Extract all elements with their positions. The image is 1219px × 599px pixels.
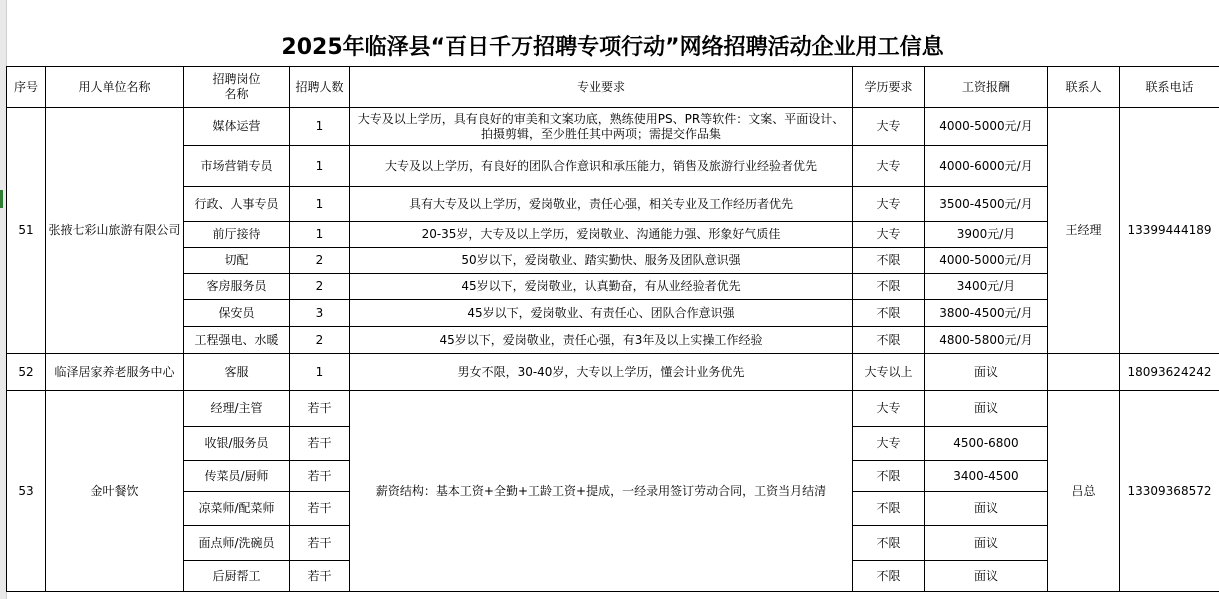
cell-count[interactable]: 若干 [290,526,350,561]
cell-count[interactable]: 2 [290,327,350,354]
cell-salary[interactable]: 3400元/月 [925,274,1048,300]
cell-salary[interactable]: 4000-5000元/月 [925,248,1048,274]
cell-salary[interactable]: 4800-5800元/月 [925,327,1048,354]
cell-company[interactable]: 张掖七彩山旅游有限公司 [46,108,184,354]
cell-contact[interactable] [1048,354,1120,391]
table-row [7,146,1219,187]
cell-requirement[interactable]: 男女不限，30-40岁，大专以上学历，懂会计业务优先 [350,354,853,391]
cell-count[interactable]: 1 [290,108,350,146]
header-position[interactable]: 招聘岗位 名称 [184,67,290,108]
header-education[interactable]: 学历要求 [853,67,925,108]
header-phone[interactable]: 联系电话 [1120,67,1219,108]
table-row [7,222,1219,248]
cell-position[interactable]: 工程强电、水暖 [184,327,290,354]
header-requirement[interactable]: 专业要求 [350,67,853,108]
table-row [7,354,1219,391]
cell-company[interactable]: 临泽居家养老服务中心 [46,354,184,391]
cell-position[interactable]: 客服 [184,354,290,391]
cell-position[interactable]: 后厨帮工 [184,561,290,592]
cell-requirement[interactable]: 大专及以上学历，具有良好的审美和文案功底，熟练使用PS、PR等软件：文案、平面设计、拍摄剪辑，至少胜任其中两项；需提交作品集 [350,108,853,146]
table-row [7,274,1219,300]
cell-requirement[interactable]: 薪资结构：基本工资+全勤+工龄工资+提成，一经录用签订劳动合同，工资当月结清 [350,391,853,592]
cell-count[interactable]: 2 [290,274,350,300]
header-count[interactable]: 招聘人数 [290,67,350,108]
table-row [7,327,1219,354]
cell-seq[interactable]: 51 [7,108,46,354]
cell-position[interactable]: 保安员 [184,300,290,327]
table-row [7,187,1219,222]
cell-salary[interactable]: 面议 [925,492,1048,526]
cell-count[interactable]: 1 [290,187,350,222]
cell-phone[interactable]: 13399444189 [1120,108,1219,354]
cell-education[interactable]: 大专 [853,391,925,427]
cell-seq[interactable]: 52 [7,354,46,391]
header-row [7,67,1219,108]
cell-position[interactable]: 市场营销专员 [184,146,290,187]
cell-salary[interactable]: 面议 [925,391,1048,427]
cell-education[interactable]: 不限 [853,461,925,492]
cell-position[interactable]: 面点师/洗碗员 [184,526,290,561]
cell-education[interactable]: 不限 [853,526,925,561]
job-table [6,66,1219,592]
sheet-title: 2025年临泽县“百日千万招聘专项行动”网络招聘活动企业用工信息 [281,35,944,60]
cell-phone[interactable]: 13309368572 [1120,391,1219,592]
cell-salary[interactable]: 3800-4500元/月 [925,300,1048,327]
cell-education[interactable]: 大专 [853,108,925,146]
cell-salary[interactable]: 3500-4500元/月 [925,187,1048,222]
row-selection-marker [0,190,3,208]
cell-count[interactable]: 1 [290,222,350,248]
header-seq[interactable]: 序号 [7,67,46,108]
cell-salary[interactable]: 3400-4500 [925,461,1048,492]
cell-education[interactable]: 不限 [853,492,925,526]
table-body [7,108,1219,592]
cell-education[interactable]: 不限 [853,327,925,354]
cell-count[interactable]: 1 [290,354,350,391]
cell-contact[interactable]: 王经理 [1048,108,1120,354]
cell-education[interactable]: 不限 [853,561,925,592]
table-row [7,300,1219,327]
table-row [7,391,1219,427]
cell-salary[interactable]: 3900元/月 [925,222,1048,248]
cell-education[interactable]: 大专 [853,146,925,187]
cell-seq[interactable]: 53 [7,391,46,592]
cell-requirement[interactable]: 45岁以下，爱岗敬业，责任心强，有3年及以上实操工作经验 [350,327,853,354]
cell-requirement[interactable]: 45岁以下，爱岗敬业、有责任心、团队合作意识强 [350,300,853,327]
table-row [7,248,1219,274]
spreadsheet [6,0,1219,599]
cell-count[interactable]: 2 [290,248,350,274]
cell-salary[interactable]: 4000-6000元/月 [925,146,1048,187]
header-company[interactable]: 用人单位名称 [46,67,184,108]
cell-education[interactable]: 不限 [853,274,925,300]
cell-requirement[interactable]: 具有大专及以上学历，爱岗敬业，责任心强，相关专业及工作经历者优先 [350,187,853,222]
cell-position[interactable]: 经理/主管 [184,391,290,427]
cell-count[interactable]: 3 [290,300,350,327]
header-contact[interactable]: 联系人 [1048,67,1120,108]
cell-salary[interactable]: 面议 [925,561,1048,592]
table-row [7,108,1219,146]
cell-education[interactable]: 大专 [853,187,925,222]
cell-position[interactable]: 凉菜师/配菜师 [184,492,290,526]
cell-requirement[interactable]: 大专及以上学历，有良好的团队合作意识和承压能力，销售及旅游行业经验者优先 [350,146,853,187]
cell-count[interactable]: 1 [290,146,350,187]
cell-position[interactable]: 客房服务员 [184,274,290,300]
header-salary[interactable]: 工资报酬 [925,67,1048,108]
cell-requirement[interactable]: 45岁以下，爱岗敬业，认真勤奋，有从业经验者优先 [350,274,853,300]
cell-education[interactable]: 大专 [853,427,925,461]
cell-contact[interactable]: 吕总 [1048,391,1120,592]
cell-salary[interactable]: 4000-5000元/月 [925,108,1048,146]
cell-position[interactable]: 前厅接待 [184,222,290,248]
cell-education[interactable]: 不限 [853,248,925,274]
cell-count[interactable]: 若干 [290,561,350,592]
cell-count[interactable]: 若干 [290,461,350,492]
cell-requirement[interactable]: 50岁以下，爱岗敬业、踏实勤快、服务及团队意识强 [350,248,853,274]
cell-position[interactable]: 行政、人事专员 [184,187,290,222]
cell-position[interactable]: 传菜员/厨师 [184,461,290,492]
cell-education[interactable]: 不限 [853,300,925,327]
cell-count[interactable]: 若干 [290,492,350,526]
cell-count[interactable]: 若干 [290,391,350,427]
cell-company[interactable]: 金叶餐饮 [46,391,184,592]
cell-salary[interactable]: 面议 [925,354,1048,391]
cell-position[interactable]: 收银/服务员 [184,427,290,461]
cell-position[interactable]: 切配 [184,248,290,274]
cell-education[interactable]: 大专以上 [853,354,925,391]
cell-position[interactable]: 媒体运营 [184,108,290,146]
cell-count[interactable]: 若干 [290,427,350,461]
cell-phone[interactable]: 18093624242 [1120,354,1219,391]
cell-education[interactable]: 大专 [853,222,925,248]
cell-salary[interactable]: 面议 [925,526,1048,561]
cell-salary[interactable]: 4500-6800 [925,427,1048,461]
cell-requirement[interactable]: 20-35岁，大专及以上学历，爱岗敬业、沟通能力强、形象好气质佳 [350,222,853,248]
